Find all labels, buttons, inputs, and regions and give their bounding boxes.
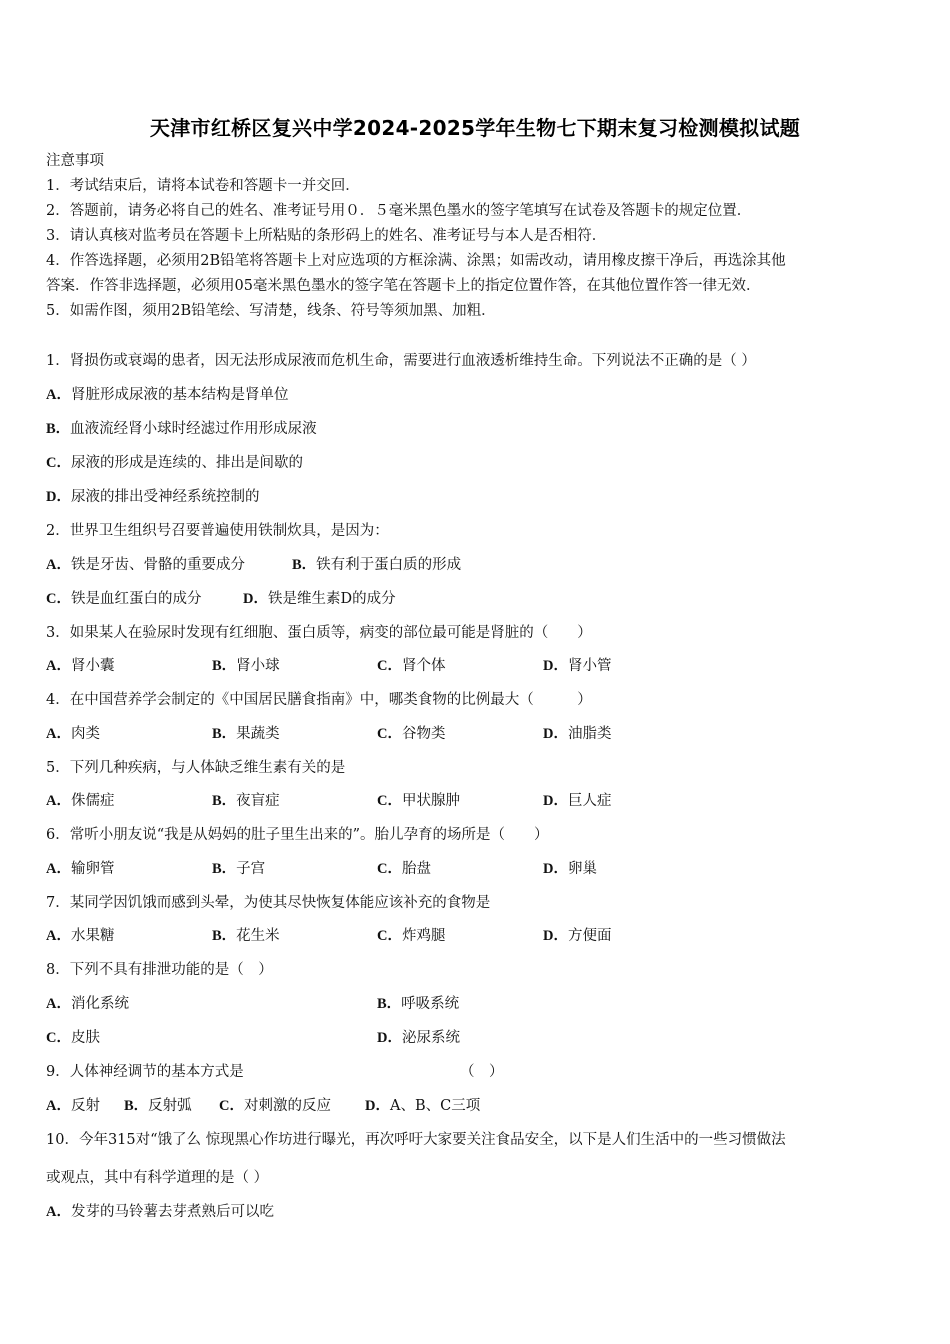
option-label: A． [46, 557, 71, 573]
notice-heading: 注意事项 [46, 153, 104, 169]
option-label: D． [543, 928, 568, 944]
option-label: B． [46, 421, 71, 437]
option-text: 卵巢 [567, 861, 597, 877]
option-label: B． [212, 861, 237, 877]
option-b [124, 1097, 192, 1115]
option-text: 尿液的形成是连续的、排出是间歇的 [70, 455, 303, 471]
option-text: 铁是牙齿、骨骼的重要成分 [70, 557, 245, 573]
option-b [212, 927, 280, 945]
option-text: 胎盘 [401, 861, 431, 877]
option-label: A． [46, 793, 71, 809]
option-text: 果蔬类 [236, 726, 280, 742]
option-d [365, 1097, 480, 1115]
option-c [377, 725, 445, 743]
option-text: 花生米 [236, 928, 280, 944]
option-a [46, 386, 288, 404]
option-label: C． [377, 658, 402, 674]
option-text: 反射 [70, 1098, 100, 1114]
option-c [377, 657, 445, 675]
option-a [46, 657, 114, 675]
option-label: C． [377, 928, 402, 944]
option-label: C． [46, 1030, 71, 1046]
option-a [46, 1203, 274, 1221]
option-text: 炸鸡腿 [401, 928, 446, 944]
option-label: D． [243, 591, 268, 607]
option-text: 输卵管 [70, 861, 115, 877]
option-text: 肉类 [70, 726, 100, 742]
option-text: 侏儒症 [70, 793, 115, 809]
question-stem: 3．如果某人在验尿时发现有红细胞、蛋白质等，病变的部位最可能是肾脏的（ ） [46, 625, 592, 641]
option-text: 铁是维生素D的成分 [267, 591, 396, 607]
option-text: 铁有利于蛋白质的形成 [316, 557, 462, 573]
option-label: B． [212, 928, 237, 944]
option-label: D． [543, 658, 568, 674]
option-c [219, 1097, 331, 1115]
option-text: 皮肤 [70, 1030, 100, 1046]
option-c [377, 792, 460, 810]
option-d [543, 927, 611, 945]
option-label: B． [212, 658, 237, 674]
option-d [46, 488, 259, 506]
option-text: 子宫 [236, 861, 266, 877]
question-stem: 8．下列不具有排泄功能的是（ ） [46, 962, 273, 978]
question-stem: 7．某同学因饥饿而感到头晕，为使其尽快恢复体能应该补充的食物是 [46, 895, 491, 911]
option-c [46, 590, 201, 608]
option-label: C． [377, 793, 402, 809]
question-stem: 4．在中国营养学会制定的《中国居民膳食指南》中，哪类食物的比例最大（ ） [46, 692, 592, 708]
option-d [543, 792, 611, 810]
option-text: 夜盲症 [236, 793, 280, 809]
option-label: A． [46, 658, 71, 674]
question-stem-line1: 10．今年315对“饿了么 惊现黑心作坊进行曝光，再次呼吁大家要关注食品安全，以下是人们生活中的一些习惯做法 [46, 1132, 786, 1148]
option-label: A． [46, 861, 71, 877]
option-label: D． [543, 793, 568, 809]
option-b [292, 556, 461, 574]
option-label: A． [46, 1204, 71, 1220]
option-label: C． [46, 591, 71, 607]
option-label: C． [377, 726, 402, 742]
option-text: 谷物类 [401, 726, 446, 742]
option-a [46, 725, 100, 743]
option-b [212, 860, 265, 878]
option-label: A． [46, 928, 71, 944]
option-text: 肾小管 [567, 658, 612, 674]
option-label: A． [46, 726, 71, 742]
option-b [212, 657, 280, 675]
option-d [543, 860, 597, 878]
option-text: 铁是血红蛋白的成分 [70, 591, 202, 607]
option-text: 油脂类 [567, 726, 612, 742]
option-label: A． [46, 387, 71, 403]
option-text: 尿液的排出受神经系统控制的 [70, 489, 260, 505]
option-text: 反射弧 [148, 1098, 192, 1114]
option-a [46, 556, 245, 574]
option-text: 对刺激的反应 [243, 1098, 331, 1114]
option-c [377, 927, 445, 945]
option-label: B． [377, 996, 402, 1012]
question-stem: 9．人体神经调节的基本方式是 [46, 1064, 244, 1080]
option-label: D． [365, 1098, 390, 1114]
notice-item: 3．请认真核对监考员在答题卡上所粘贴的条形码上的姓名、准考证号与本人是否相符． [46, 228, 607, 244]
question-stem: 6．常听小朋友说“我是从妈妈的肚子里生出来的”。胎儿孕育的场所是（ ） [46, 827, 549, 843]
option-text: 肾脏形成尿液的基本结构是肾单位 [70, 387, 289, 403]
notice-item: 答案．作答非选择题，必须用05毫米黑色墨水的签字笔在答题卡上的指定位置作答，在其他位置作答一律无效． [46, 278, 761, 294]
option-text: 水果糖 [70, 928, 115, 944]
option-text: 消化系统 [70, 996, 129, 1012]
question-stem: 2．世界卫生组织号召要普遍使用铁制炊具，是因为： [46, 523, 389, 539]
option-text: 呼吸系统 [401, 996, 460, 1012]
option-label: D． [543, 861, 568, 877]
option-label: C． [46, 455, 71, 471]
question-stem: 5．下列几种疾病，与人体缺乏维生素有关的是 [46, 760, 346, 776]
option-text: 肾小囊 [70, 658, 115, 674]
option-text: 肾小球 [236, 658, 280, 674]
option-label: C． [219, 1098, 244, 1114]
page-title: 天津市红桥区复兴中学2024-2025学年生物七下期末复习检测模拟试题 [149, 116, 801, 140]
option-label: A． [46, 1098, 71, 1114]
option-label: D． [543, 726, 568, 742]
option-c [46, 454, 303, 472]
option-b [212, 792, 280, 810]
option-text: 发芽的马铃薯去芽煮熟后可以吃 [70, 1204, 274, 1220]
option-a [46, 927, 114, 945]
question-stem: 1．肾损伤或衰竭的患者，因无法形成尿液而危机生命，需要进行血液透析维持生命。下列说法不正确的是（ ） [46, 353, 756, 369]
option-label: A． [46, 996, 71, 1012]
option-c [46, 1029, 100, 1047]
option-label: B． [292, 557, 317, 573]
notice-item: 5．如需作图，须用2B铅笔绘、写清楚，线条、符号等须加黑、加粗． [46, 303, 496, 319]
option-b [212, 725, 280, 743]
option-label: B． [212, 793, 237, 809]
option-text: 泌尿系统 [401, 1030, 460, 1046]
option-label: B． [212, 726, 237, 742]
option-a [46, 860, 114, 878]
option-b [46, 420, 317, 438]
notice-item: 2．答题前，请务必将自己的姓名、准考证号用０．５毫米黑色墨水的签字笔填写在试卷及答题卡的规定位置． [46, 203, 752, 219]
option-b [377, 995, 459, 1013]
option-text: 方便面 [567, 928, 612, 944]
option-label: C． [377, 861, 402, 877]
option-text: 巨人症 [567, 793, 612, 809]
option-label: B． [124, 1098, 149, 1114]
option-text: A、B、C三项 [389, 1098, 481, 1114]
answer-blank: （ ） [460, 1064, 504, 1080]
option-text: 肾个体 [401, 658, 446, 674]
option-label: D． [46, 489, 71, 505]
option-d [377, 1029, 460, 1047]
option-a [46, 1097, 100, 1115]
option-label: D． [377, 1030, 402, 1046]
question-stem-line2: 或观点，其中有科学道理的是（ ） [46, 1170, 269, 1186]
option-d [243, 590, 396, 608]
option-c [377, 860, 431, 878]
option-d [543, 657, 611, 675]
option-d [543, 725, 611, 743]
option-a [46, 995, 129, 1013]
notice-item: 4．作答选择题，必须用2B铅笔将答题卡上对应选项的方框涂满、涂黑；如需改动，请用橡皮擦干净后，再选涂其他 [46, 253, 786, 269]
option-text: 甲状腺肿 [401, 793, 460, 809]
notice-item: 1．考试结束后，请将本试卷和答题卡一并交回． [46, 178, 360, 194]
option-a [46, 792, 114, 810]
option-text: 血液流经肾小球时经滤过作用形成尿液 [70, 421, 317, 437]
